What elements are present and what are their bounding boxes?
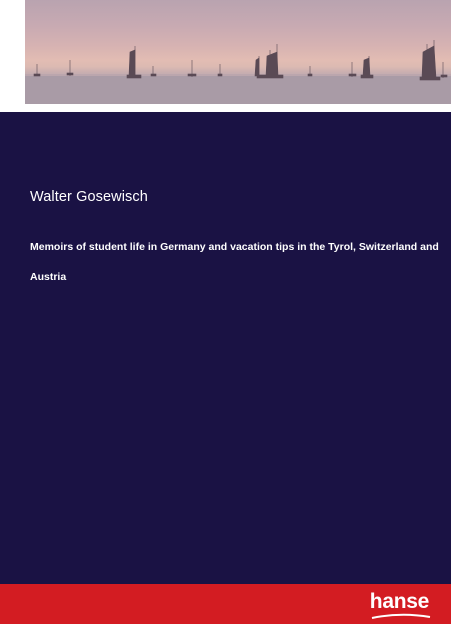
author-name: Walter Gosewisch xyxy=(30,189,148,205)
publisher-logo xyxy=(370,590,429,614)
cover-photo-tall-ships xyxy=(25,0,451,104)
bottom-white-strip xyxy=(0,624,451,640)
book-title: Memoirs of student life in Germany and vacation tips in the Tyrol, Switzerland and Austria xyxy=(30,241,439,283)
sea-and-ships-illustration xyxy=(25,0,451,104)
cover-navy-panel xyxy=(0,112,451,584)
logo-swoosh-icon xyxy=(370,612,432,620)
publisher-logo-text: hanse xyxy=(369,590,429,613)
